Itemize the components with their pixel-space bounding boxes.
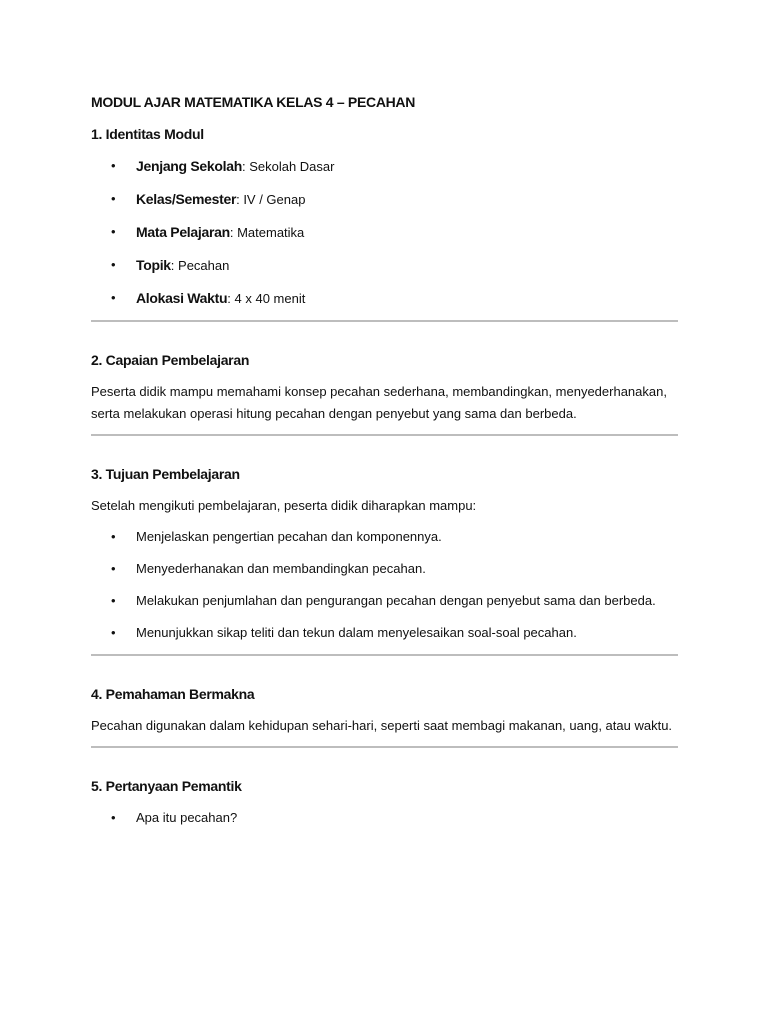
- section-divider: [91, 434, 678, 436]
- list-item: [91, 807, 678, 829]
- item-label: Alokasi Waktu: [136, 290, 228, 306]
- item-value: : Pecahan: [170, 258, 230, 273]
- item-text: Apa itu pecahan?: [136, 810, 238, 825]
- list-item: [91, 287, 678, 310]
- bullet: •: [111, 561, 116, 576]
- section-3-heading: 3. Tujuan Pembelajaran: [91, 466, 240, 482]
- list-item: [91, 155, 678, 178]
- list-item: [91, 254, 678, 277]
- item-value: : 4 x 40 menit: [227, 291, 306, 306]
- bullet: •: [111, 224, 116, 239]
- item-text: Menjelaskan pengertian pecahan dan komponennya.: [136, 529, 442, 544]
- section-3-intro: Setelah mengikuti pembelajaran, peserta didik diharapkan mampu:: [91, 498, 477, 513]
- bullet: •: [111, 810, 116, 825]
- section-4-text: Pecahan digunakan dalam kehidupan sehari-hari, seperti saat membagi makanan, uang, atau waktu.: [91, 718, 673, 733]
- bullet: •: [111, 625, 116, 640]
- list-item: [91, 526, 678, 548]
- section-5-heading: 5. Pertanyaan Pemantik: [91, 778, 242, 794]
- bullet: •: [111, 191, 116, 206]
- objectives-list: [91, 526, 678, 644]
- list-item: [91, 221, 678, 244]
- item-value: : IV / Genap: [236, 192, 306, 207]
- bullet: •: [111, 257, 116, 272]
- document-title: MODUL AJAR MATEMATIKA KELAS 4 – PECAHAN: [91, 94, 416, 110]
- bullet: •: [111, 529, 116, 544]
- item-text: Melakukan penjumlahan dan pengurangan pecahan dengan penyebut sama dan berbeda.: [136, 593, 656, 608]
- section-4-heading: 4. Pemahaman Bermakna: [91, 686, 255, 702]
- item-text: Menyederhanakan dan membandingkan pecahan.: [136, 561, 426, 576]
- bullet: •: [111, 593, 116, 608]
- item-label: Kelas/Semester: [136, 191, 237, 207]
- item-label: Jenjang Sekolah: [136, 158, 242, 174]
- document-content: [91, 92, 678, 839]
- bullet: •: [111, 290, 116, 305]
- item-text: Menunjukkan sikap teliti dan tekun dalam menyelesaikan soal-soal pecahan.: [136, 625, 577, 640]
- identity-list: [91, 155, 678, 310]
- questions-list: [91, 807, 678, 829]
- bullet: •: [111, 158, 116, 173]
- section-2-text: Peserta didik mampu memahami konsep pecahan sederhana, membandingkan, menyederhanakan, serta melakukan operasi hitung pecahan dengan penyebut yang sama dan berbeda.: [91, 384, 667, 421]
- section-divider: [91, 654, 678, 656]
- list-item: [91, 590, 678, 612]
- section-1-heading: 1. Identitas Modul: [91, 126, 204, 142]
- list-item: [91, 188, 678, 211]
- section-2-heading: 2. Capaian Pembelajaran: [91, 352, 250, 368]
- item-value: : Sekolah Dasar: [241, 159, 335, 174]
- list-item: [91, 622, 678, 644]
- section-divider: [91, 320, 678, 322]
- section-divider: [91, 746, 678, 748]
- list-item: [91, 558, 678, 580]
- item-label: Mata Pelajaran: [136, 224, 230, 240]
- item-label: Topik: [136, 257, 171, 273]
- item-value: : Matematika: [229, 225, 305, 240]
